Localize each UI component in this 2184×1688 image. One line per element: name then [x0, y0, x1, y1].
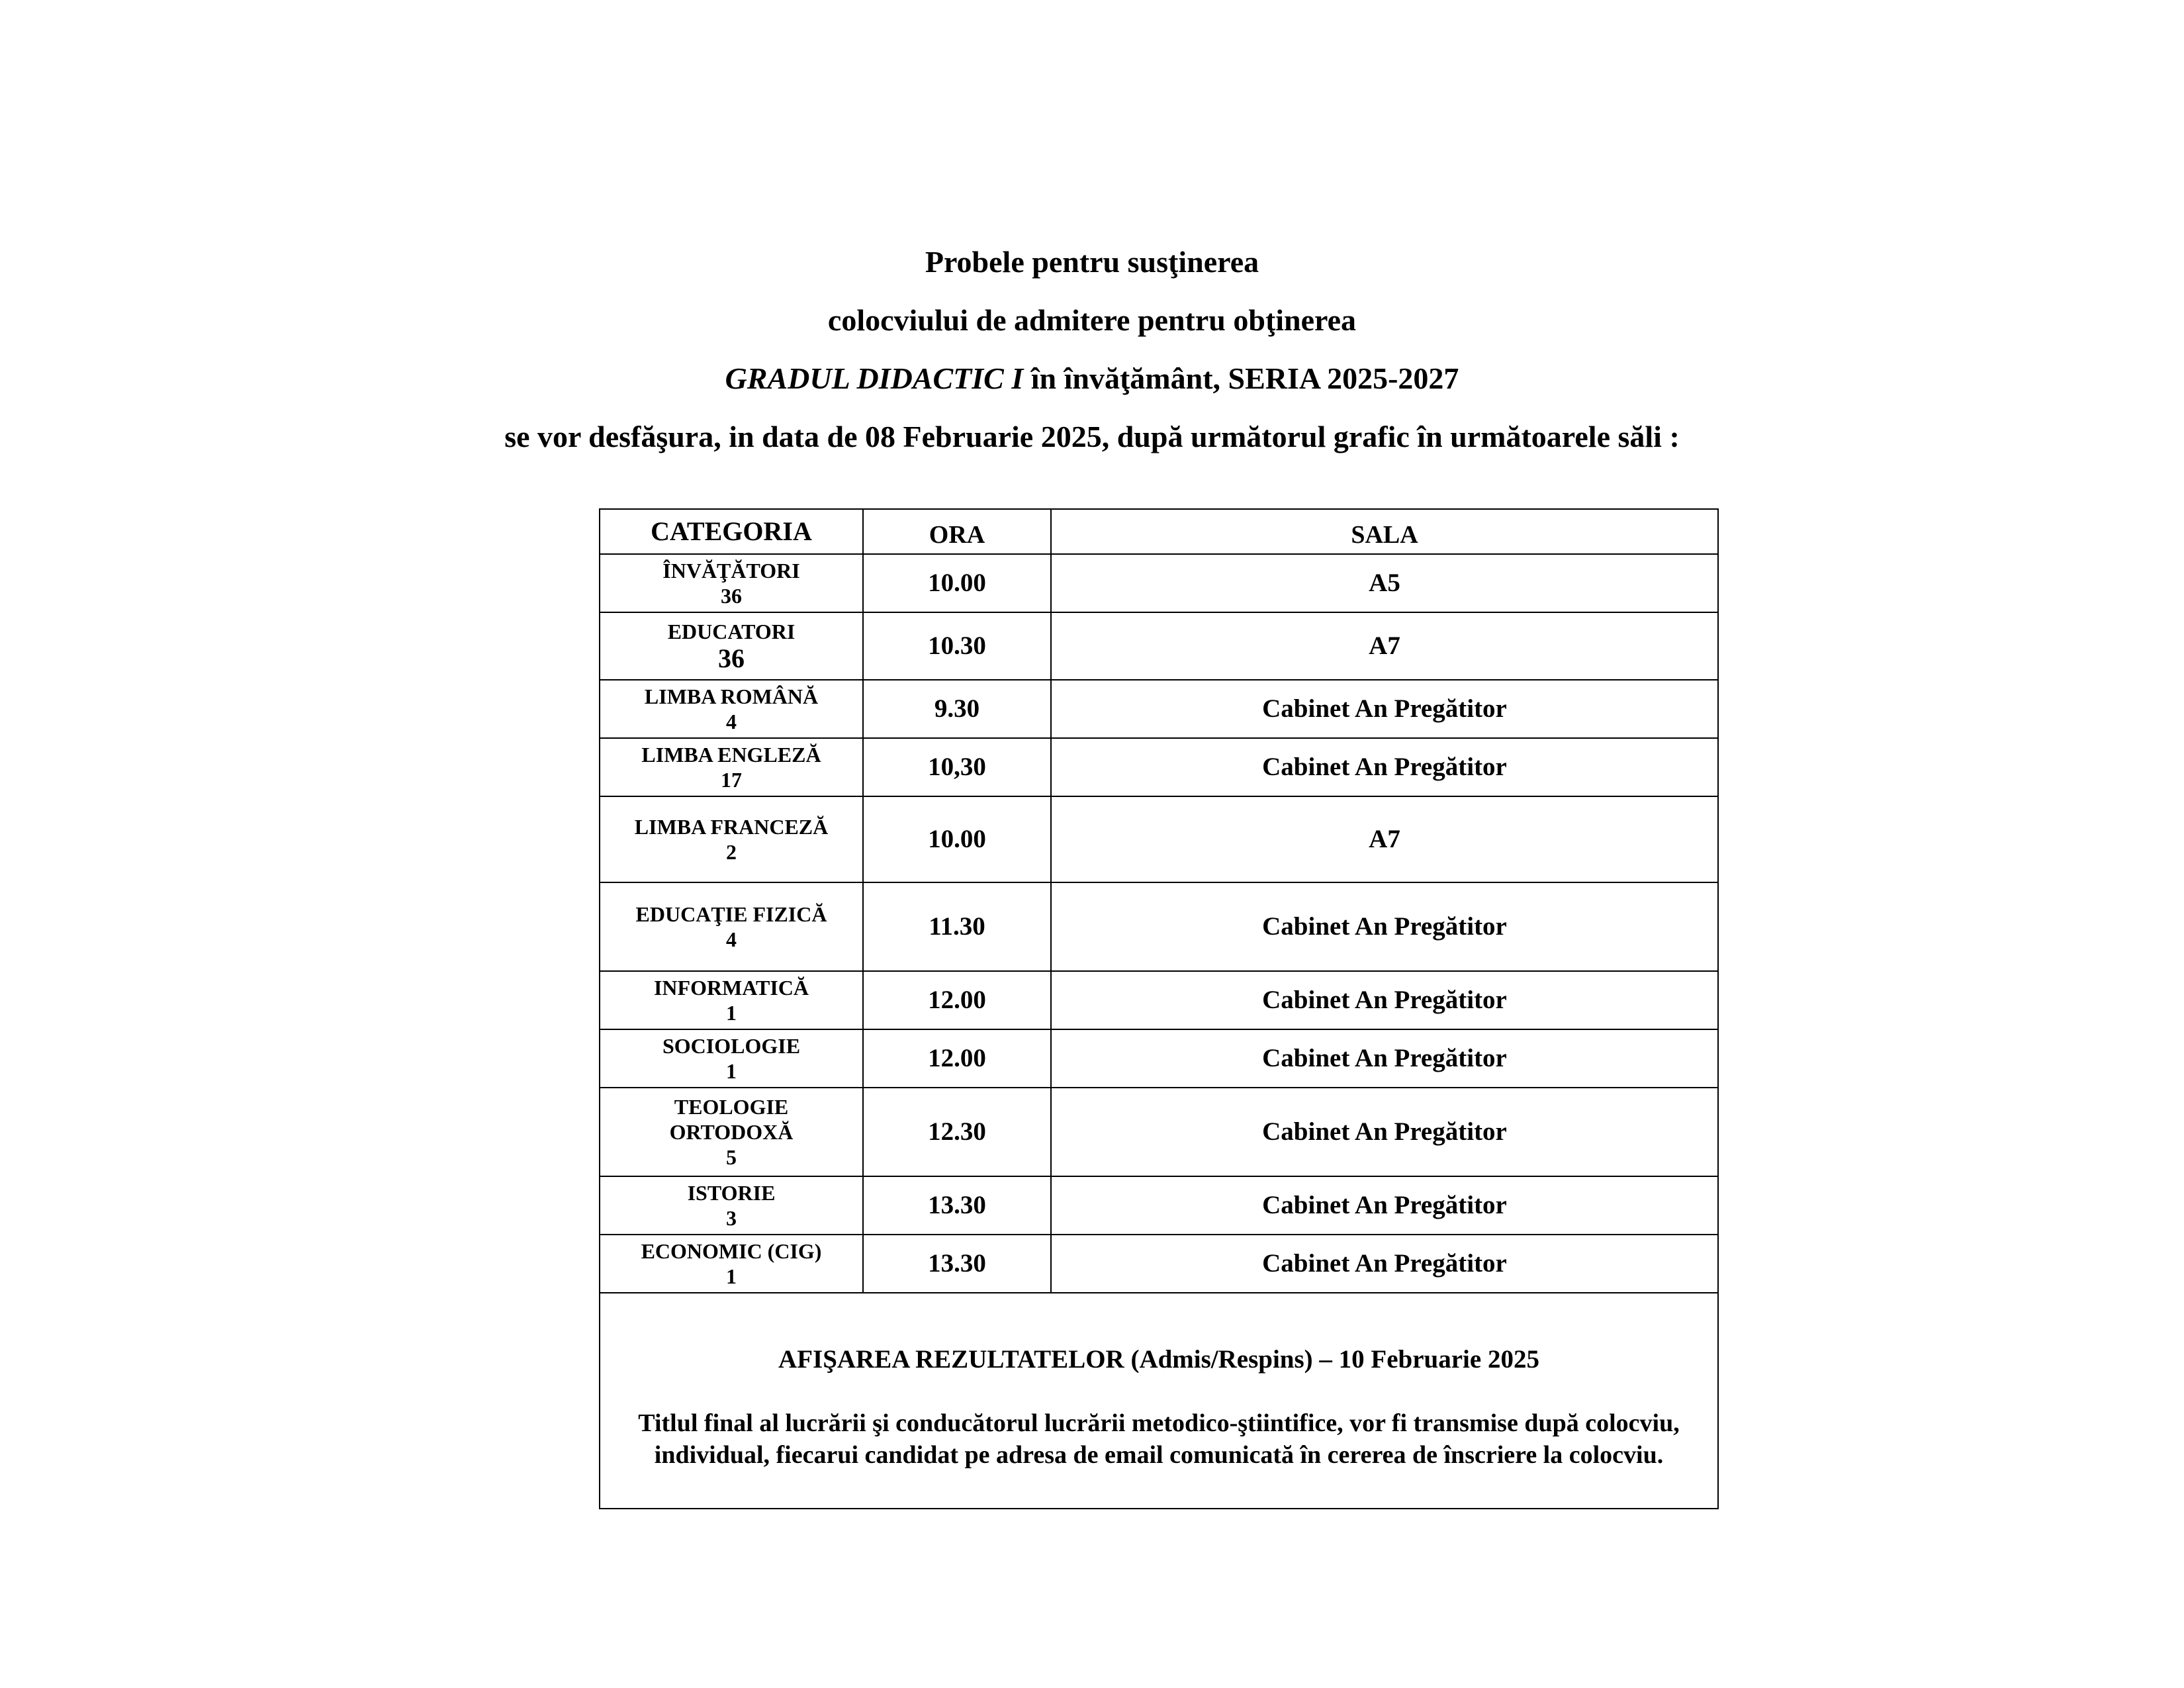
category-count: 17	[721, 768, 742, 792]
time-cell: 12.30	[863, 1088, 1051, 1176]
table-row	[600, 796, 1718, 882]
category-cell	[600, 680, 863, 738]
category-count: 36	[721, 584, 742, 608]
category-name: LIMBA ROMÂNĂ	[644, 684, 819, 708]
header-sala: SALA	[1051, 509, 1718, 554]
table-row	[600, 882, 1718, 971]
category-count: 1	[726, 1059, 737, 1083]
time-cell: 10.00	[863, 796, 1051, 882]
document-heading	[0, 233, 2184, 466]
category-count: 36	[718, 643, 745, 673]
category-count: 2	[726, 840, 737, 864]
category-cell	[600, 612, 863, 680]
category-name: LIMBA FRANCEZĂ	[634, 815, 829, 839]
results-footer-cell	[600, 1293, 1718, 1509]
heading-line-2: colocviului de admitere pentru obţinerea	[827, 303, 1357, 337]
room-cell: A5	[1051, 554, 1718, 612]
time-cell: 11.30	[863, 882, 1051, 971]
category-cell	[600, 1176, 863, 1235]
room-cell: Cabinet An Pregătitor	[1051, 882, 1718, 971]
time-cell: 10,30	[863, 738, 1051, 796]
heading-line-3-italic: GRADUL DIDACTIC I	[725, 361, 1024, 395]
room-cell: Cabinet An Pregătitor	[1051, 680, 1718, 738]
room-cell: Cabinet An Pregătitor	[1051, 1235, 1718, 1293]
table-row	[600, 554, 1718, 612]
category-count: 1	[726, 1001, 737, 1025]
category-count: 5	[726, 1145, 737, 1169]
time-cell: 10.30	[863, 612, 1051, 680]
category-name: TEOLOGIE	[674, 1095, 789, 1119]
category-cell	[600, 1088, 863, 1176]
time-cell: 10.00	[863, 554, 1051, 612]
heading-line-3	[0, 350, 2184, 408]
category-name: EDUCATORI	[667, 620, 796, 643]
room-cell: Cabinet An Pregătitor	[1051, 1029, 1718, 1088]
time-cell: 13.30	[863, 1235, 1051, 1293]
time-cell: 13.30	[863, 1176, 1051, 1235]
heading-line-3-rest: în învăţământ, SERIA 2025-2027	[1023, 361, 1459, 395]
category-count: 4	[726, 927, 737, 951]
category-cell	[600, 971, 863, 1029]
category-name: ECONOMIC (CIG)	[641, 1239, 822, 1263]
category-name: EDUCAŢIE FIZICĂ	[635, 902, 827, 926]
category-name: ÎNVĂŢĂTORI	[662, 559, 800, 583]
time-cell: 9.30	[863, 680, 1051, 738]
table-row	[600, 1176, 1718, 1235]
table-header-row	[600, 509, 1718, 554]
category-cell	[600, 554, 863, 612]
category-cell	[600, 1235, 863, 1293]
table-row	[600, 738, 1718, 796]
results-note: Titlul final al lucrării şi conducătorul lucrării metodico-ştiintifice, vor fi transmise după colocviu, individual, fiecarui candidat pe adresa de email comunicată în cererea de înscriere la colocviu.	[638, 1409, 1680, 1469]
room-cell: A7	[1051, 796, 1718, 882]
header-ora: ORA	[863, 509, 1051, 554]
room-cell: Cabinet An Pregătitor	[1051, 1176, 1718, 1235]
category-name: ISTORIE	[687, 1181, 776, 1205]
category-name: LIMBA ENGLEZĂ	[641, 743, 821, 767]
category-cell	[600, 882, 863, 971]
results-announcement: AFIŞAREA REZULTATELOR (Admis/Respins) – 10 Februarie 2025	[778, 1345, 1539, 1374]
time-cell: 12.00	[863, 971, 1051, 1029]
time-cell: 12.00	[863, 1029, 1051, 1088]
category-count: 1	[726, 1264, 737, 1288]
room-cell: Cabinet An Pregătitor	[1051, 971, 1718, 1029]
category-cell	[600, 796, 863, 882]
table-row	[600, 1088, 1718, 1176]
category-name: SOCIOLOGIE	[662, 1034, 801, 1058]
schedule-table	[599, 508, 1719, 1509]
room-cell: A7	[1051, 612, 1718, 680]
room-cell: Cabinet An Pregătitor	[1051, 738, 1718, 796]
category-cell	[600, 1029, 863, 1088]
results-footer-row	[600, 1293, 1718, 1509]
heading-line-4: se vor desfăşura, in data de 08 Februarie 2025, după următorul grafic în următoarele săli :	[504, 420, 1680, 453]
category-count: 3	[726, 1206, 737, 1230]
heading-line-1: Probele pentru susţinerea	[925, 245, 1259, 279]
table-row	[600, 680, 1718, 738]
header-categoria: CATEGORIA	[600, 509, 863, 554]
category-name-line-2: ORTODOXĂ	[669, 1120, 794, 1144]
table-row	[600, 971, 1718, 1029]
category-name: INFORMATICĂ	[653, 976, 809, 1000]
category-count: 4	[726, 710, 737, 733]
table-row	[600, 612, 1718, 680]
category-cell	[600, 738, 863, 796]
table-row	[600, 1029, 1718, 1088]
table-row	[600, 1235, 1718, 1293]
room-cell: Cabinet An Pregătitor	[1051, 1088, 1718, 1176]
